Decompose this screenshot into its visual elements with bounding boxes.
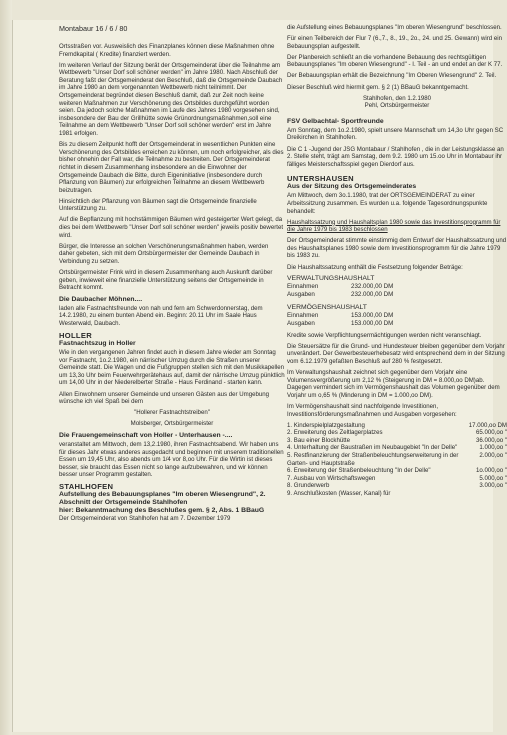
paragraph: Der Planbereich schließt an die vorhandene Bebauung des rechtsgültigen Bebauungsplanes "Im oberen Wiesengrund" - I. Teil - an und endet an der K 77.: [287, 53, 503, 69]
list-item: [287, 467, 507, 475]
budget-table: [287, 283, 507, 299]
paragraph: Bis zu diesem Zeitpunkt hofft der Ortsgemeinderat in wesentlichen Punkten eine Verschönerung des Ortsbildes erreichen zu können, um noch erfolgreicher, als dies bisher ohnehin der Fall war, die Teilnahme zu bestreiten. Der Ortsgemeinderat richtet in diesem Zusammenhang insbesondere an die Einwohner der Ortsgemeinde Daubach die Bitte, durch Eigeninitiative (insbesondere durch Pflanzung von Bäumen) zur erfolgreichen Teilnahme an diesem Wettbewerb beizutragen.: [59, 141, 284, 194]
left-column: [59, 24, 285, 527]
town-heading: UNTERSHAUSEN: [287, 174, 354, 184]
paragraph: Die C 1 -Jugend der JSG Montabaur / Stahlhofen , die in der Leistungsklasse an 2. Stelle steht, trägt am Samstag, dem 9.2. 1980 um 15.oo Uhr in Montabaur ihr fälliges Meisterschaftsspiel gegen Dierdorf aus.: [287, 145, 504, 168]
paragraph: veranstaltet am Mittwoch, dem 13,2.1980, ihren Fastnachtsabend. Wir haben uns für dieses Jahr etwas anderes ausgedacht und beginnen mit unserem traditionellen Essen um 19,45 Uhr, also abends um 1/4 vor 8,oo Uhr. Für die Wirtin ist dieses besser, sie braucht das Essen nicht so lange aufzubewahren, und wir können besser unser Programm gestalten.: [59, 440, 284, 479]
budget-row: [287, 312, 507, 320]
item-amount: 3.000,oo ": [479, 482, 507, 490]
budget-title: VERWALTUNGSHAUSHALT: [287, 274, 375, 282]
list-item: [287, 437, 507, 445]
budget-table: [287, 312, 507, 328]
item-label: 5. Restfinanzierung der Straßenbeleuchtungserweiterung in der Garten- und Hauptstraße: [287, 451, 459, 467]
section-heading: Die Frauengemeinschaft von Holler - Unterhausen -....: [59, 431, 233, 439]
paragraph: Auf die Bepflanzung mit hochstämmigen Bäumen wird gesteigerter Wert gelegt, da dies bei dem Wettbewerb "Unser Dorf soll schöner werden" jeweils positiv bewertet wird.: [59, 216, 284, 239]
paragraph: Haushaltssatzung und Haushaltsplan 1980 sowie das Investitionsprogramm für die Jahre 1979 bis 1983 beschlossen: [287, 218, 501, 234]
paragraph: Der Bebauungsplan erhält die Bezeichnung "Im Oberen Wiesengrund" 2. Teil.: [287, 72, 497, 80]
paragraph: Für einen Teilbereich der Flur 7 (6.,7., 8., 19., 2o., 24. und 25. Gewann) wird ein Bebauungsplan aufgestellt.: [287, 35, 502, 50]
paragraph: laden alle Fastnachtsfreunde von nah und fern am Schwerdonnerstag, dem 14.2.1980, zu einem bunten Abend ein. Beginn: 20.11 Uhr im Saale Haus Westerwald, Daubach.: [59, 304, 263, 327]
list-item: [287, 482, 507, 490]
paragraph: Der Ortsgemeinderat stimmte einstimmig dem Entwurf der Haushaltssatzung und des Haushaltsplanes 1980 sowie dem Investitionsprogramm für die Jahre 1979 bis 1983 zu.: [287, 237, 507, 260]
paragraph: Am Sonntag, dem 1o.2.1980, spielt unsere Mannschaft um 14,3o Uhr gegen SC Dreikirchen in Stahlhofen.: [287, 126, 504, 142]
paragraph: Im weiteren Verlauf der Sitzung berät der Ortsgemeinderat über die Teilnahme am Wettbewerb "Unser Dorf soll schöner werden" im Jahre 1980. Nach Abschluß der Beratung faßt der Ortsgemeinderat den Beschluß, daß die Ortsgemeinde Daubach im Jahre 1980 an dem vorgenannten Wettbewerb nicht teilnimmt. Der Ortsgemeinderat begründet diesen Beschluß damit, daß zur Zeit noch keine weiteren Maßnahmen zur Verschönerung des Ortsbildes durchgeführt worden seien. Da jedoch solche Maßnahmen im Laufe des Jahres 1980 vorgesehen sind, insbesondere der Bau der Grillhütte sowie Grünordnungsmaßnahmen,soll eine Teilnahme an dem Wettbewerb "Unser Dorf soll schöner werden" erst im Jahre 1981 erfolgen.: [59, 61, 283, 138]
paragraph: Im Verwaltungshaushalt zeichnet sich gegenüber dem Vorjahr eine Volumensvergrößerung um 2,12 % (Steigerung in DM = 8.000,oo DM)ab. Dagegen vermindert sich im Vermögenshaushalt das Volumen gegenüber dem Vorjahr um o,65 % (Minderung in DM = 1.000,oo DM).: [287, 369, 500, 399]
item-label: 2. Erweiterung des Zeltlagerplatzes: [287, 429, 383, 437]
document-page: [12, 20, 507, 732]
item-label: 8. Grunderwerb: [287, 482, 330, 490]
item-amount: 36.000,oo ": [476, 436, 507, 444]
paragraph: Der Ortsgemeinderat von Stahlhofen hat am 7. Dezember 1979: [59, 515, 231, 523]
section-heading: FSV Gelbachtal- Sportfreunde: [287, 117, 384, 125]
budget-value: 232.000,00 DM: [351, 282, 394, 290]
investment-list: [287, 422, 507, 498]
signature: Stahlhofen, den 1.2.1980: [362, 94, 432, 102]
list-item: [287, 452, 507, 467]
budget-row: [287, 291, 507, 299]
budget-title: VERMÖGENSHAUSHALT: [287, 303, 367, 311]
list-item: [287, 429, 507, 437]
paragraph: Im Vermögenshaushalt sind nachfolgende Investitionen, Investitionsförderungsmaßnahmen und Ausgaben vorgesehen:: [287, 402, 457, 418]
page-header: Montabaur 16 / 6 / 80: [59, 24, 128, 33]
paragraph: Die Haushaltssatzung enthält die Festsetzung folgender Beträge:: [287, 263, 463, 271]
paragraph: Hinsichtlich der Pflanzung von Bäumen sagt die Ortsgemeinde finanzielle Unterstützung zu.: [59, 197, 257, 213]
budget-row: [287, 283, 507, 291]
section-heading: Aus der Sitzung des Ortsgemeinderates: [287, 183, 417, 191]
budget-label: Einnahmen: [287, 311, 319, 319]
paragraph: Ortsbürgermeister Frink wird in diesem Zusammenhang auch Auskunft darüber geben, inwieweit eine finanzielle Unterstützung seitens der Ortsgemeinde in Betracht kommt.: [59, 269, 273, 292]
right-column: [287, 24, 507, 498]
list-item: [287, 444, 507, 452]
item-amount: 17.000,oo DM: [468, 421, 507, 429]
item-amount: 2.000,oo ": [479, 451, 507, 459]
item-label: 1. Kinderspielplatzgestaltung: [287, 421, 365, 429]
list-item: [287, 422, 507, 430]
list-item: [287, 475, 507, 483]
paragraph: Die Steuersätze für die Grund- und Hundesteuer bleiben gegenüber dem Vorjahr unverändert. Der Gewerbesteuerhebesatz wird entsprechend dem in der Sitzung vom 6.12.1979 gefaßten Beschluß auf 280 % festgesetzt.: [287, 342, 505, 365]
paragraph: Ortsstraßen vor. Ausweislich des Finanzplanes können diese Maßnahmen ohne Fremdkapital ( Kredite) finanziert werden.: [59, 43, 275, 58]
paragraph: die Aufstellung eines Bebauungsplanes "Im oberen Wiesengrund" beschlossen.: [287, 24, 502, 31]
item-amount: 1.000,oo ": [479, 444, 507, 452]
signature: Molsberger, Ortsbürgermeister: [130, 420, 214, 428]
budget-value: 153.000,00 DM: [351, 311, 394, 319]
quote-line: "Hollerer Fastnachtstreiben": [134, 409, 210, 417]
item-amount: 5.000,oo ": [479, 474, 507, 482]
list-item: [287, 490, 507, 498]
town-heading: STAHLHOFEN: [59, 482, 114, 492]
item-amount: [463, 490, 507, 498]
item-label: 9. Anschlußkosten (Wasser, Kanal) für: [287, 489, 391, 497]
budget-label: Ausgaben: [287, 319, 315, 327]
budget-row: [287, 320, 507, 328]
paragraph: Allen Einwohnern unserer Gemeinde und unseren Gästen aus der Umgebung wünsche ich viel Spaß bei dem: [59, 390, 270, 406]
paragraph: Am Mittwoch, dem 3o.1.1980, trat der ORTSGEMEINDERAT zu einer Arbeitssitzung zusammen. Es wurden u.a. folgende Tagesordnungspunkte behandelt:: [287, 192, 488, 215]
section-heading: Aufstellung des Bebauungsplanes "Im oberen Wiesengrund", 2. Abschnitt der Ortsgemeinde Stahlhofen: [59, 491, 266, 507]
item-label: 3. Bau einer Blockhütte: [287, 436, 351, 444]
budget-value: 232.000,00 DM: [351, 290, 394, 298]
item-label: 7. Ausbau von Wirtschaftswegen: [287, 474, 376, 482]
item-label: 6. Erweiterung der Straßenbeleuchtung "In der Delle": [287, 467, 431, 475]
paragraph: Wie in den vergangenen Jahren findet auch in diesem Jahre wieder am Sonntag vor Fastnacht, 1o.2.1980, ein närrischer Umzug durch die Straßen unserer Gemeinde statt. Die Wagen und die Fußgruppen stellen sich mit den Musikkapellen um 13,3o Uhr beim Feuerwehrgerätehaus auf, damit der närrische Umzug pünktlich um 14,00 Uhr in der Niederelberter Straße - Haus Ferdinand - starten kann.: [59, 349, 285, 387]
budget-value: 153.000,00 DM: [351, 319, 394, 327]
budget-label: Einnahmen: [287, 282, 319, 290]
paragraph: Kredite sowie Verpflichtungsermächtigungen werden nicht veranschlagt.: [287, 331, 482, 339]
section-heading: hier: Bekanntmachung des Beschlußes gem. § 2, Abs. 1 BBauG: [59, 507, 265, 515]
section-heading: Die Daubacher Möhnen....: [59, 295, 143, 303]
paragraph: Bürger, die Interesse an solchen Verschönerungsmaßnahmen haben, werden daher gebeten, sich mit dem Ortsbürgermeister der Gemeinde Daubach in Verbindung zu setzen.: [59, 242, 269, 265]
item-amount: 65.000,oo ": [476, 429, 507, 437]
town-heading: HOLLER: [59, 331, 93, 341]
budget-label: Ausgaben: [287, 290, 315, 298]
binding-spine: [0, 0, 12, 735]
signature: Pehl, Ortsbürgermeister: [364, 102, 430, 110]
item-label: 4. Unterhaltung der Baustraßen im Neubaugebiet "In der Delle": [287, 444, 458, 452]
item-amount: 1o.000,oo ": [476, 467, 507, 475]
paragraph: Dieser Beschluß wird hiermit gem. § 2 (1) BBauG bekanntgemacht.: [287, 83, 469, 91]
section-heading: Fastnachtszug in Holler: [59, 340, 136, 348]
